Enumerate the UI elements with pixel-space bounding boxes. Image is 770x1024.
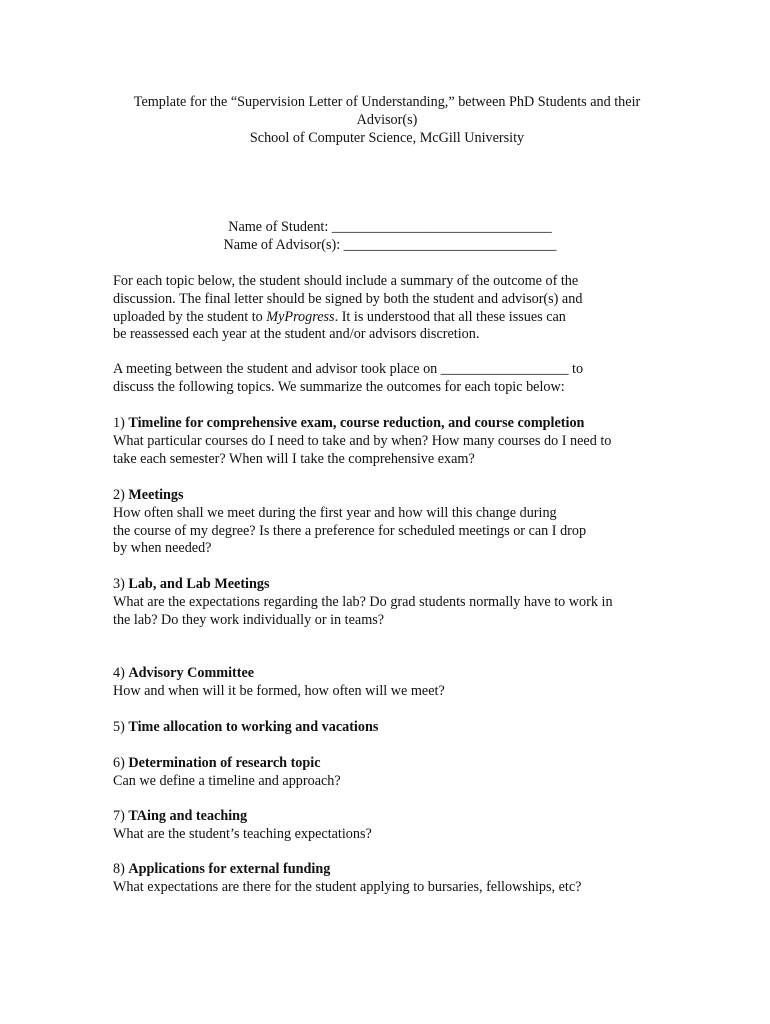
topic-heading [113,755,673,773]
topic-heading [113,415,673,433]
topic-number: 2) [113,487,129,503]
topic-5 [113,719,673,737]
topic-3 [113,576,673,629]
topic-number: 8) [113,861,129,877]
topic-number: 5) [113,719,129,735]
topic-number: 6) [113,755,129,771]
topic-7 [113,808,673,844]
intro-line [113,309,673,327]
topic-question: take each semester? When will I take the comprehensive exam? [113,450,475,467]
topic-question: Can we define a timeline and approach? [113,772,341,789]
topic-4 [113,665,673,701]
topic-number: 3) [113,576,129,592]
student-name-field[interactable]: Name of Student: _______________________________ [228,219,552,235]
header-title-line-1: Template for the “Supervision Letter of Understanding,” between PhD Students and their [133,94,641,110]
intro-text: uploaded by the student to [113,308,267,325]
topic-question: What are the expectations regarding the lab? Do grad students normally have to work in [113,593,613,610]
topic-title: Time allocation to working and vacations [128,719,379,735]
topic-question: What are the student’s teaching expectations? [113,825,372,842]
intro-line: be reassessed each year at the student and/or advisors discretion. [113,326,480,343]
intro-text: . It is understood that all these issues can [334,308,566,325]
topic-question: How often shall we meet during the first year and how will this change during [113,504,557,521]
topic-title: TAing and teaching [128,808,248,824]
intro-line: For each topic below, the student should include a summary of the outcome of the [113,273,579,289]
topic-heading [113,665,673,683]
topic-title: Lab, and Lab Meetings [128,576,270,592]
topic-question: the lab? Do they work individually or in teams? [113,611,385,628]
topic-heading [113,487,673,505]
topic-heading [113,719,673,737]
myprogress-term: MyProgress [266,308,335,325]
header-title-line-2: Advisor(s) [356,111,418,128]
header-school-line: School of Computer Science, McGill University [249,129,525,146]
topic-heading [113,576,673,594]
topic-title: Advisory Committee [128,665,255,681]
topic-title: Timeline for comprehensive exam, course reduction, and course completion [128,415,585,431]
meeting-line[interactable]: A meeting between the student and advisor took place on __________________ to [113,361,584,377]
topic-1 [113,415,673,468]
intro-paragraph [113,273,673,344]
topic-heading [113,861,673,879]
intro-line: discussion. The final letter should be signed by both the student and advisor(s) and [113,290,583,307]
advisor-name-field[interactable]: Name of Advisor(s): ______________________________ [223,236,557,253]
document-header [100,94,674,147]
topic-question: by when needed? [113,540,212,557]
topic-question: the course of my degree? Is there a preference for scheduled meetings or can I drop [113,522,587,539]
meeting-paragraph [113,361,673,397]
topic-number: 1) [113,415,129,431]
name-fields [150,219,630,255]
topic-number: 7) [113,808,129,824]
topic-title: Applications for external funding [128,861,331,877]
topic-title: Meetings [128,487,184,503]
topic-number: 4) [113,665,129,681]
topic-2 [113,487,673,558]
topic-title: Determination of research topic [128,755,321,771]
topic-6 [113,755,673,791]
meeting-line: discuss the following topics. We summarize the outcomes for each topic below: [113,378,565,395]
topic-question: What expectations are there for the student applying to bursaries, fellowships, etc? [113,878,582,895]
topic-8 [113,861,673,897]
topic-question: How and when will it be formed, how often will we meet? [113,682,445,699]
topic-question: What particular courses do I need to take and by when? How many courses do I need to [113,432,612,449]
topic-heading [113,808,673,826]
